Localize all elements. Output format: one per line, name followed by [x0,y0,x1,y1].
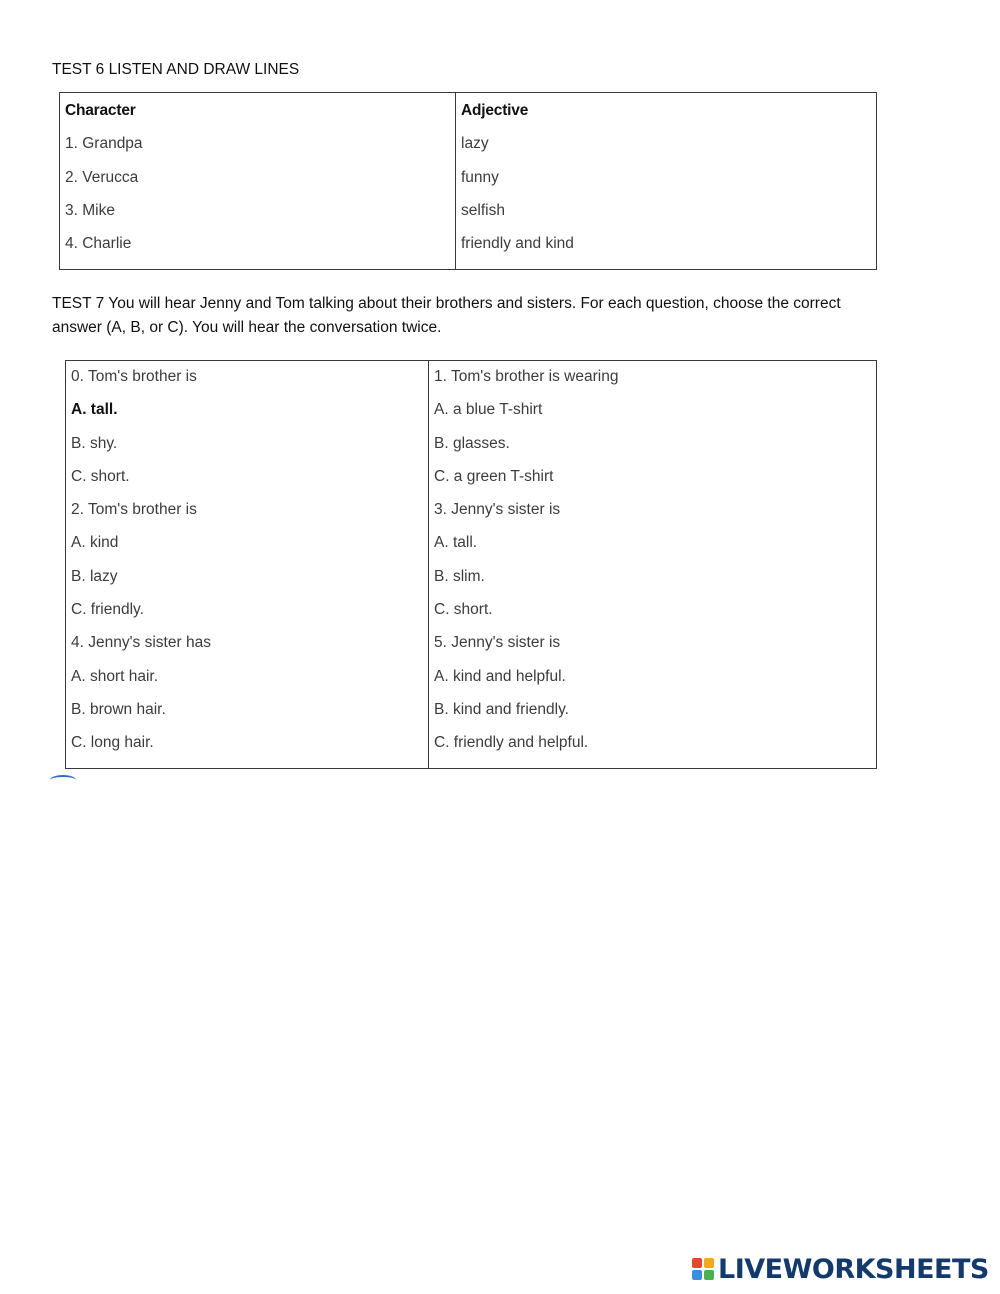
question-0: 0. Tom's brother is [71,368,197,385]
question-3-option-a[interactable]: A. tall. [434,534,478,552]
character-item[interactable]: 4. Charlie [65,235,132,253]
question-2-option-b[interactable]: B. lazy [71,567,118,585]
character-header: Character [65,102,136,119]
question-3-option-c[interactable]: C. short. [434,601,493,619]
question-4-option-c[interactable]: C. long hair. [71,734,154,752]
logo-blocks-icon [692,1258,714,1280]
adjective-item[interactable]: funny [461,168,499,186]
logo-block-green [704,1270,714,1280]
question-2-option-a[interactable]: A. kind [71,534,119,552]
test7-heading: TEST 7 You will hear Jenny and Tom talking about their brothers and sisters. For each question, choose the correct answer (A, B, or C). You will hear the conversation twice. [52,295,841,336]
adjective-item[interactable]: selfish [461,201,505,219]
logo-text: LIVEWORKSHEETS [718,1253,989,1285]
question-5-option-c[interactable]: C. friendly and helpful. [434,734,589,752]
adjective-column [456,93,876,269]
question-0-option-c[interactable]: C. short. [71,467,130,485]
test6-table [59,92,877,270]
logo-block-blue [692,1270,702,1280]
audio-player-stub[interactable] [50,775,76,785]
test7-right-column [429,361,876,768]
question-2-option-c[interactable]: C. friendly. [71,601,144,619]
character-column [60,93,456,269]
liveworksheets-logo [692,1254,989,1284]
character-item[interactable]: 1. Grandpa [65,135,143,153]
question-5: 5. Jenny's sister is [434,634,561,652]
character-item[interactable]: 3. Mike [65,201,115,219]
question-3: 3. Jenny's sister is [434,501,561,519]
question-0-option-a[interactable]: A. tall. [71,401,118,419]
logo-block-red [692,1258,702,1268]
test6-heading: TEST 6 LISTEN AND DRAW LINES [52,61,300,78]
test7-left-column [66,361,429,768]
adjective-header: Adjective [461,102,529,119]
question-1: 1. Tom's brother is wearing [434,368,619,385]
question-4: 4. Jenny's sister has [71,634,211,652]
question-0-option-b[interactable]: B. shy. [71,434,118,452]
question-1-option-a[interactable]: A. a blue T-shirt [434,401,543,419]
question-4-option-b[interactable]: B. brown hair. [71,700,166,718]
question-2: 2. Tom's brother is [71,501,197,519]
adjective-item[interactable]: friendly and kind [461,235,574,253]
question-3-option-b[interactable]: B. slim. [434,567,485,585]
question-1-option-b[interactable]: B. glasses. [434,434,510,452]
test7-table [65,360,877,769]
question-5-option-a[interactable]: A. kind and helpful. [434,667,566,685]
logo-block-orange [704,1258,714,1268]
character-item[interactable]: 2. Verucca [65,168,139,186]
question-4-option-a[interactable]: A. short hair. [71,667,159,685]
question-5-option-b[interactable]: B. kind and friendly. [434,700,569,718]
adjective-item[interactable]: lazy [461,135,489,153]
question-1-option-c[interactable]: C. a green T-shirt [434,467,554,485]
